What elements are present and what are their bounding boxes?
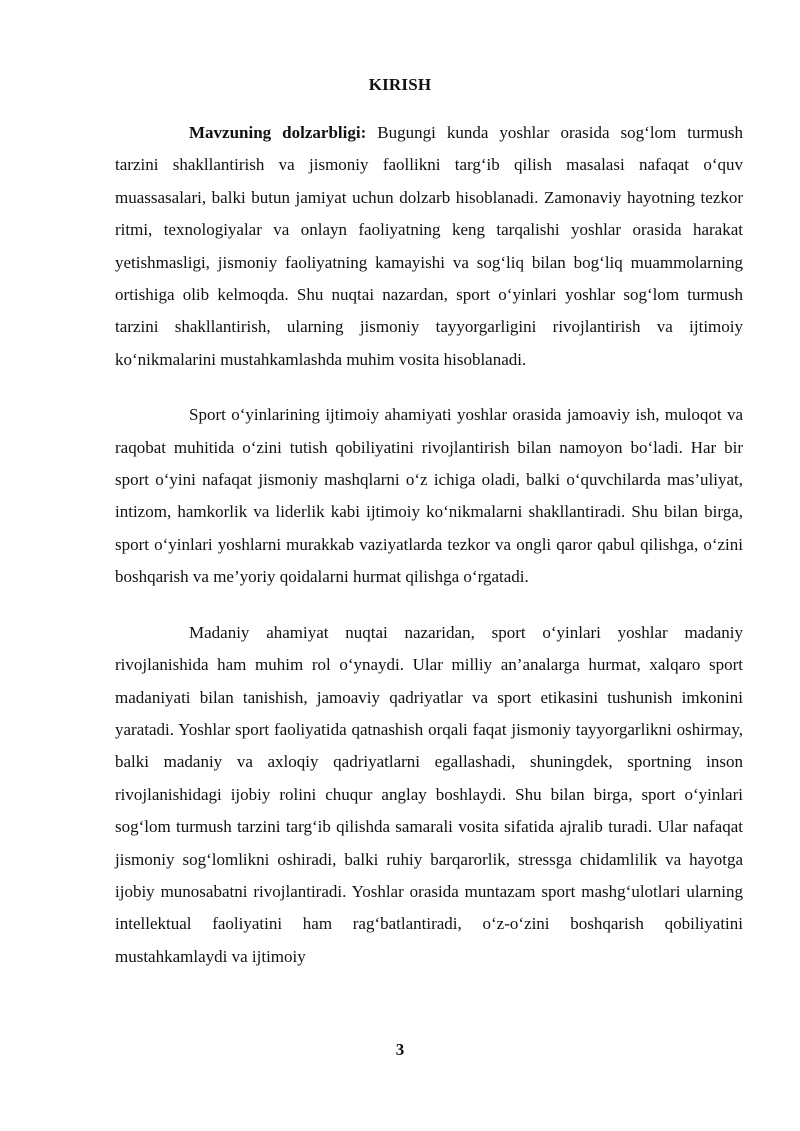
page-number: 3 (395, 1040, 405, 1059)
paragraph-social: Sport o‘yinlarining ijtimoiy ahamiyati yoshlar orasida jamoaviy ish, muloqot va raqobat muhitida o‘zini tutish qobiliyatini rivojlantirish bilan namoyon bo‘ladi. Har bir sport o‘yini nafaqat jismoniy mashqlarni o‘z ichiga oladi, balki o‘quvchilarda mas’uliyat, intizom, hamkorlik va liderlik kabi ijtimoiy ko‘nikmalarni shakllantiradi. Shu bilan birga, sport o‘yinlari yoshlarni murakkab vaziyatlarda tezkor va ongli qaror qabul qilishga, o‘zini boshqarish va me’yoriy qoidalarni hurmat qilishga o‘rgatadi. (115, 405, 743, 587)
paragraph-lead: Mavzuning dolzarbligi: (189, 123, 367, 142)
body-text (115, 117, 743, 973)
section-heading: KIRISH (368, 75, 432, 94)
paragraph-cultural: Madaniy ahamiyat nuqtai nazaridan, sport o‘yinlari yoshlar madaniy rivojlanishida ham muhim rol o‘ynaydi. Ular milliy an’analarga hurmat, xalqaro sport madaniyati bilan tanishish, jamoaviy qadriyatlar va sport etikasini tushunish imkonini yaratadi. Yoshlar sport faoliyatida qatnashish orqali faqat jismoniy tayyorgarlikni oshirmay, balki madaniy va axloqiy qadriyatlarni egallashadi, shuningdek, sportning inson rivojlanishidagi ijobiy rolini chuqur anglay boshlaydi. Shu bilan birga, sport o‘yinlari sog‘lom turmush tarzini targ‘ib qilishda samarali vosita sifatida ajralib turadi. Ular nafaqat jismoniy sog‘lomlikni oshiradi, balki ruhiy barqarorlik, stressga chidamlilik va hayotga ijobiy munosabatni rivojlantiradi. Yoshlar orasida muntazam sport mashg‘ulotlari ularning intellektual faoliyatini ham rag‘batlantiradi, o‘z-o‘zini boshqarish qobiliyatini mustahkamlaydi va ijtimoiy (115, 622, 743, 966)
paragraph-text: Bugungi kunda yoshlar orasida sog‘lom turmush tarzini shakllantirish va jismoniy faollikni targ‘ib qilish masalasi nafaqat o‘quv muassasalari, balki butun jamiyat uchun dolzarb hisoblanadi. Zamonaviy hayotning tezkor ritmi, texnologiyalar va onlayn faoliyatning keng tarqalishi yoshlar orasida harakat yetishmasligi, jismoniy faoliyatning kamayishi va sog‘liq bilan bog‘liq muammolarning ortishiga olib kelmoqda. Shu nuqtai nazardan, sport o‘yinlari yoshlar sog‘lom turmush tarzini shakllantirish, ularning jismoniy tayyorgarligini rivojlantirish va ijtimoiy ko‘nikmalarini mustahkamlashda muhim vosita hisoblanadi. (115, 123, 743, 369)
paragraph-relevance (115, 117, 743, 376)
